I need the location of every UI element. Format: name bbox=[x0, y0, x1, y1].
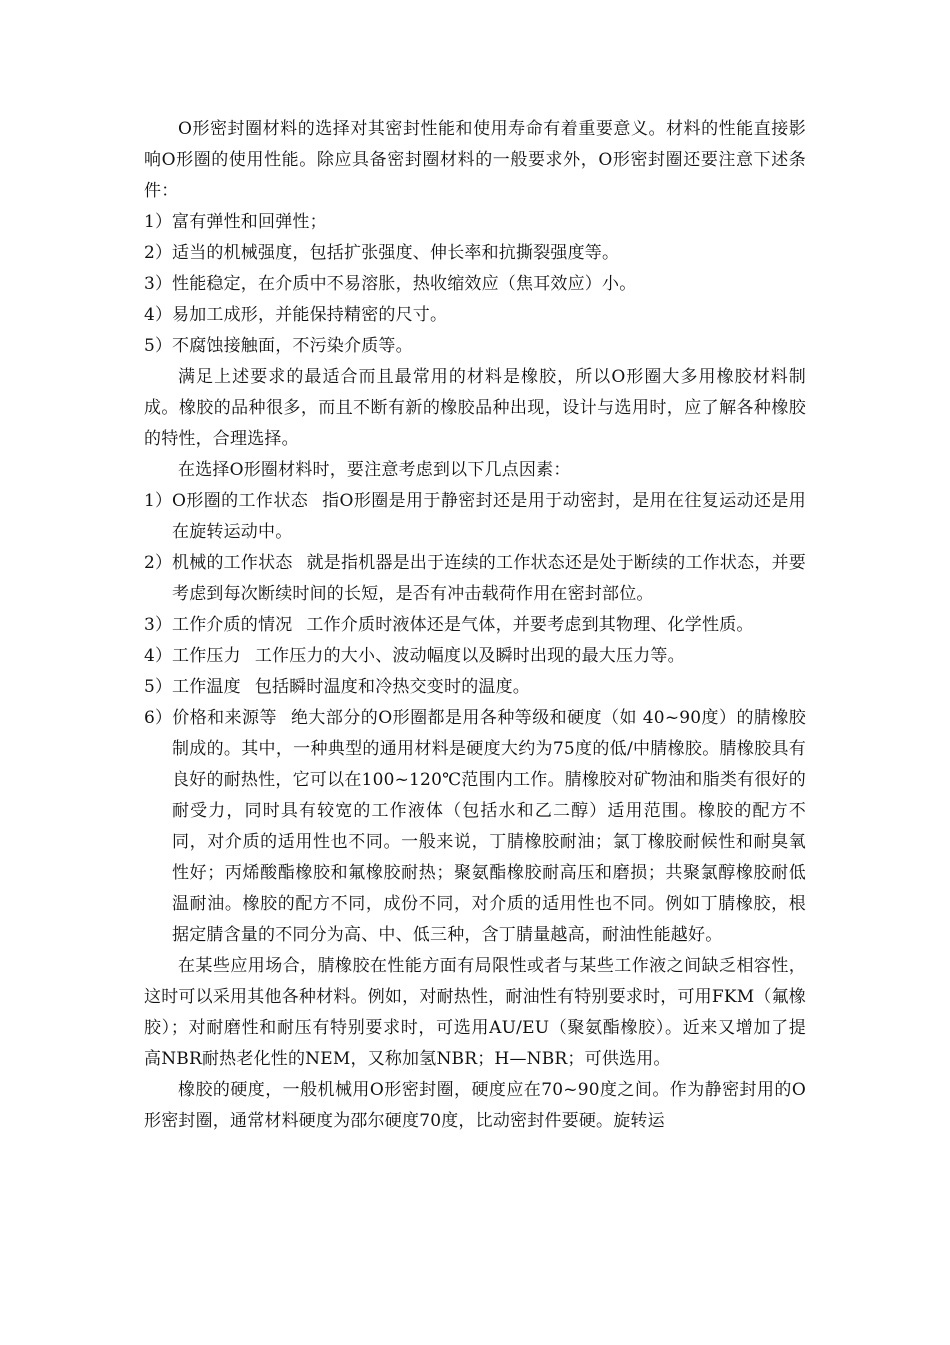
condition-text: 富有弹性和回弹性； bbox=[172, 212, 327, 232]
list-number: 6） bbox=[144, 708, 173, 728]
factor-term: 工作温度 bbox=[172, 677, 241, 697]
factor-text: 工作压力的大小、波动幅度以及瞬时出现的最大压力等。 bbox=[254, 646, 685, 666]
hardness-paragraph: 橡胶的硬度，一般机械用O形密封圈，硬度应在70~90度之间。作为静密封用的O形密封圈，通常材料硬度为邵尔硬度70度，比动密封件要硬。旋转运 bbox=[144, 1080, 806, 1131]
list-number: 2） bbox=[144, 243, 173, 263]
factor-item-3 bbox=[144, 610, 806, 641]
factor-text: 绝大部分的O形圈都是用各种等级和硬度（如 40~90度）的腈橡胶制成的。其中，一种典型的通用材料是硬度大约为75度的低/中腈橡胶。腈橡胶具有良好的耐热性，它可以在100~120℃范围内工作。腈橡胶对矿物油和脂类有很好的耐受力，同时具有较宽的工作液体（包括水和乙二醇）适用范围。橡胶的配方不同，对介质的适用性也不同。一般来说，丁腈橡胶耐油；氯丁橡胶耐候性和耐臭氧性好；丙烯酸酯橡胶和氟橡胶耐热；聚氨酯橡胶耐高压和磨损；共聚氯醇橡胶耐低温耐油。橡胶的配方不同，成份不同，对介质的适用性也不同。例如丁腈橡胶，根据定腈含量的不同分为高、中、低三种，含丁腈量越高，耐油性能越好。 bbox=[172, 708, 807, 945]
factor-item-1 bbox=[144, 486, 806, 548]
factor-item-4 bbox=[144, 641, 806, 672]
document-body bbox=[144, 114, 806, 1137]
factor-item-5 bbox=[144, 672, 806, 703]
factor-item-6 bbox=[144, 703, 806, 951]
condition-item-3 bbox=[144, 269, 806, 300]
list-number: 4） bbox=[144, 646, 173, 666]
list-number: 3） bbox=[144, 274, 173, 294]
rubber-paragraph: 满足上述要求的最适合而且最常用的材料是橡胶，所以O形圈大多用橡胶材料制成。橡胶的品种很多，而且不断有新的橡胶品种出现，设计与选用时，应了解各种橡胶的特性，合理选择。 bbox=[144, 367, 806, 449]
condition-text: 易加工成形，并能保持精密的尺寸。 bbox=[172, 305, 448, 325]
list-number: 3） bbox=[144, 615, 173, 635]
factor-term: 价格和来源等 bbox=[172, 708, 277, 728]
factor-term: 机械的工作状态 bbox=[172, 553, 293, 573]
factors-intro-paragraph: 在选择O形圈材料时，要注意考虑到以下几点因素： bbox=[178, 460, 571, 480]
factor-text: 就是指机器是出于连续的工作状态还是处于断续的工作状态，并要考虑到每次断续时间的长短，是否有冲击载荷作用在密封部位。 bbox=[172, 553, 806, 604]
factor-term: 工作介质的情况 bbox=[172, 615, 293, 635]
alternative-materials-paragraph: 在某些应用场合，腈橡胶在性能方面有局限性或者与某些工作液之间缺乏相容性，这时可以采用其他各种材料。例如，对耐热性，耐油性有特别要求时，可用FKM（氟橡胶）；对耐磨性和耐压有特别要求时，可选用AU/EU（聚氨酯橡胶）。近来又增加了提高NBR耐热老化性的NEM，又称加氢NBR；H—NBR；可供选用。 bbox=[144, 956, 806, 1069]
list-number: 1） bbox=[144, 491, 173, 511]
condition-item-1 bbox=[144, 207, 806, 238]
factor-item-2 bbox=[144, 548, 806, 610]
condition-text: 适当的机械强度，包括扩张强度、伸长率和抗撕裂强度等。 bbox=[172, 243, 620, 263]
factor-text: 指O形圈是用于静密封还是用于动密封，是用在往复运动还是用在旋转运动中。 bbox=[172, 491, 806, 542]
list-number: 2） bbox=[144, 553, 173, 573]
factor-text: 包括瞬时温度和冷热交变时的温度。 bbox=[254, 677, 531, 697]
condition-text: 不腐蚀接触面，不污染介质等。 bbox=[172, 336, 413, 356]
intro-paragraph: O形密封圈材料的选择对其密封性能和使用寿命有着重要意义。材料的性能直接影响O形圈的使用性能。除应具备密封圈材料的一般要求外，O形密封圈还要注意下述条件： bbox=[144, 119, 806, 201]
condition-item-5 bbox=[144, 331, 806, 362]
condition-item-2 bbox=[144, 238, 806, 269]
list-number: 1） bbox=[144, 212, 173, 232]
list-number: 5） bbox=[144, 336, 173, 356]
list-number: 5） bbox=[144, 677, 173, 697]
condition-text: 性能稳定，在介质中不易溶胀，热收缩效应（焦耳效应）小。 bbox=[172, 274, 637, 294]
condition-list bbox=[144, 207, 806, 362]
list-number: 4） bbox=[144, 305, 173, 325]
factor-term: O形圈的工作状态 bbox=[172, 491, 309, 511]
condition-item-4 bbox=[144, 300, 806, 331]
factor-text: 工作介质时液体还是气体，并要考虑到其物理、化学性质。 bbox=[306, 615, 754, 635]
factor-term: 工作压力 bbox=[172, 646, 241, 666]
factor-list bbox=[144, 486, 806, 951]
